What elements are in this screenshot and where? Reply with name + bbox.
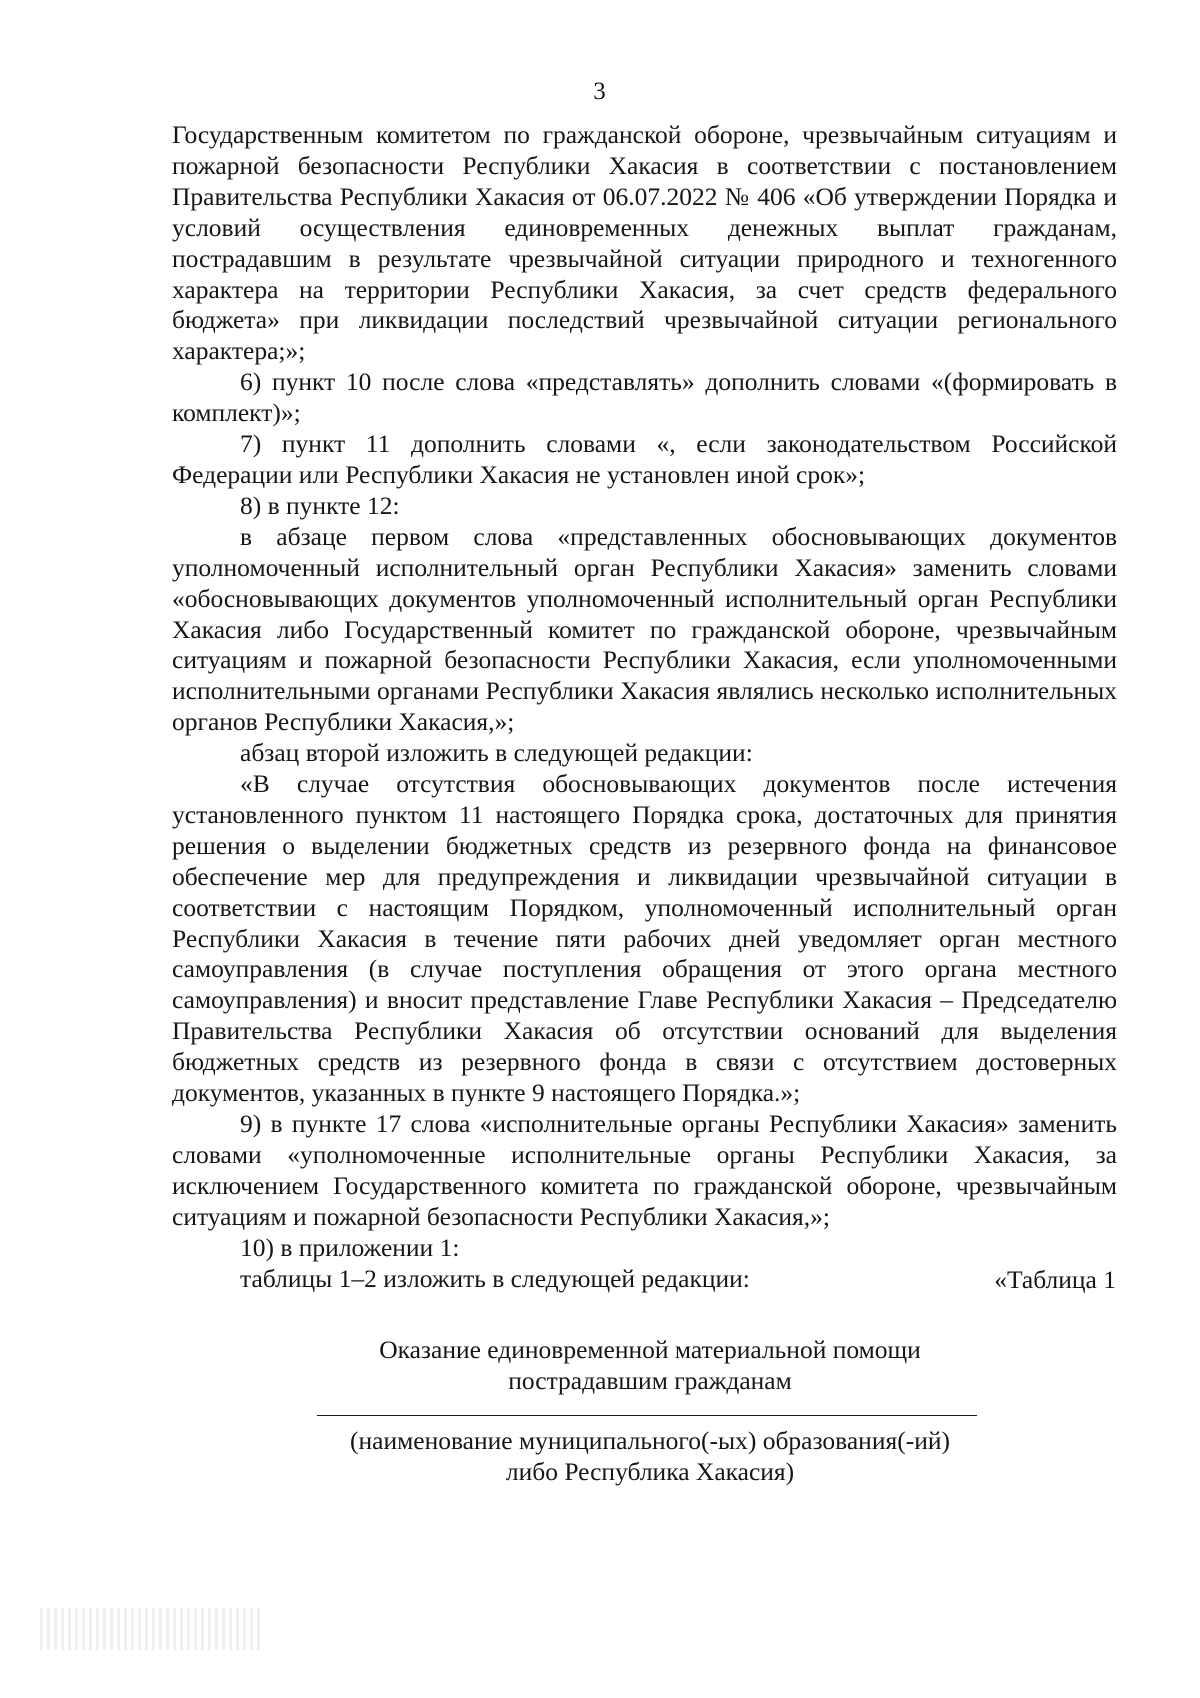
paragraph-tables-wording: таблицы 1–2 изложить в следующей редакции: bbox=[240, 1263, 750, 1293]
table-title-line-2: пострадавшим гражданам bbox=[508, 1366, 792, 1395]
table-label: «Таблица 1 bbox=[994, 1265, 1116, 1294]
caption-line-2: либо Республика Хакасия) bbox=[505, 1457, 795, 1486]
table-title bbox=[0, 1334, 1200, 1396]
scan-artifact bbox=[40, 1608, 260, 1650]
paragraph-item-8-second-abzac: абзац второй изложить в следующей редакции: bbox=[240, 738, 753, 768]
caption-line-1: (наименование муниципального(-ых) образования(-ий) bbox=[350, 1426, 950, 1455]
paragraph-item-6: 6) пункт 10 после слова «представлять» дополнить словами «(формировать в комплект)»; bbox=[172, 367, 1117, 428]
paragraph-item-8-first-abzac: в абзаце первом слова «представленных обосновывающих документов уполномоченный исполнительный орган Республики Хакасия» заменить словами «обосновывающих документов уполномоченный исполнительный орган Республики Хакасия либо Государственный комитет по гражданской обороне, чрезвычайным ситуациям и пожарной безопасности Республики Хакасия, если уполномоченными исполнительными органами Республики Хакасия являлись несколько исполнительных органов Республики Хакасия,»; bbox=[172, 521, 1117, 737]
fill-in-line-caption bbox=[0, 1425, 1200, 1487]
paragraph-new-wording: «В случае отсутствия обосновывающих документов после истечения установленного пунктом 11 настоящего Порядка срока, достаточных для принятия решения о выделении бюджетных средств из резервного фонда на финансовое обеспечение мер для предупреждения и ликвидации чрезвычайной ситуации в соответствии с настоящим Порядком, уполномоченный исполнительный орган Республики Хакасия в течение пяти рабочих дней уведомляет орган местного самоуправления (в случае поступления обращения от этого органа местного самоуправления) и вносит представление Главе Республики Хакасия – Председателю Правительства Республики Хакасия об отсутствии оснований для выделения бюджетных средств из резервного фонда в связи с отсутствием достоверных документов, указанных в пункте 9 настоящего Порядка.»; bbox=[172, 769, 1117, 1108]
paragraph-item-8: 8) в пункте 12: bbox=[240, 490, 400, 520]
paragraph-item-7: 7) пункт 11 дополнить словами «, если законодательством Российской Федерации или Республики Хакасия не установлен иной срок»; bbox=[172, 429, 1117, 489]
paragraph-item-9: 9) в пункте 17 слова «исполнительные органы Республики Хакасия» заменить словами «уполномоченные исполнительные органы Республики Хакасия, за исключением Государственного комитета по гражданской обороне, чрезвычайным ситуациям и пожарной безопасности Республики Хакасия,»; bbox=[172, 1109, 1117, 1231]
paragraph-continuation: Государственным комитетом по гражданской обороне, чрезвычайным ситуациям и пожарной безопасности Республики Хакасия в соответствии с постановлением Правительства Республики Хакасия от 06.07.2022 № 406 «Об утверждении Порядка и условий осуществления единовременных денежных выплат гражданам, пострадавшим в результате чрезвычайной ситуации природного и техногенного характера на территории Республики Хакасия, за счет средств федерального бюджета» при ликвидации последствий чрезвычайной ситуации регионального характера;»; bbox=[172, 120, 1117, 366]
document-body bbox=[172, 120, 1117, 1294]
page-number: 3 bbox=[593, 78, 607, 105]
fill-in-line bbox=[317, 1415, 977, 1416]
table-title-line-1: Оказание единовременной материальной помощи bbox=[379, 1335, 921, 1364]
paragraph-item-10: 10) в приложении 1: bbox=[240, 1232, 460, 1262]
